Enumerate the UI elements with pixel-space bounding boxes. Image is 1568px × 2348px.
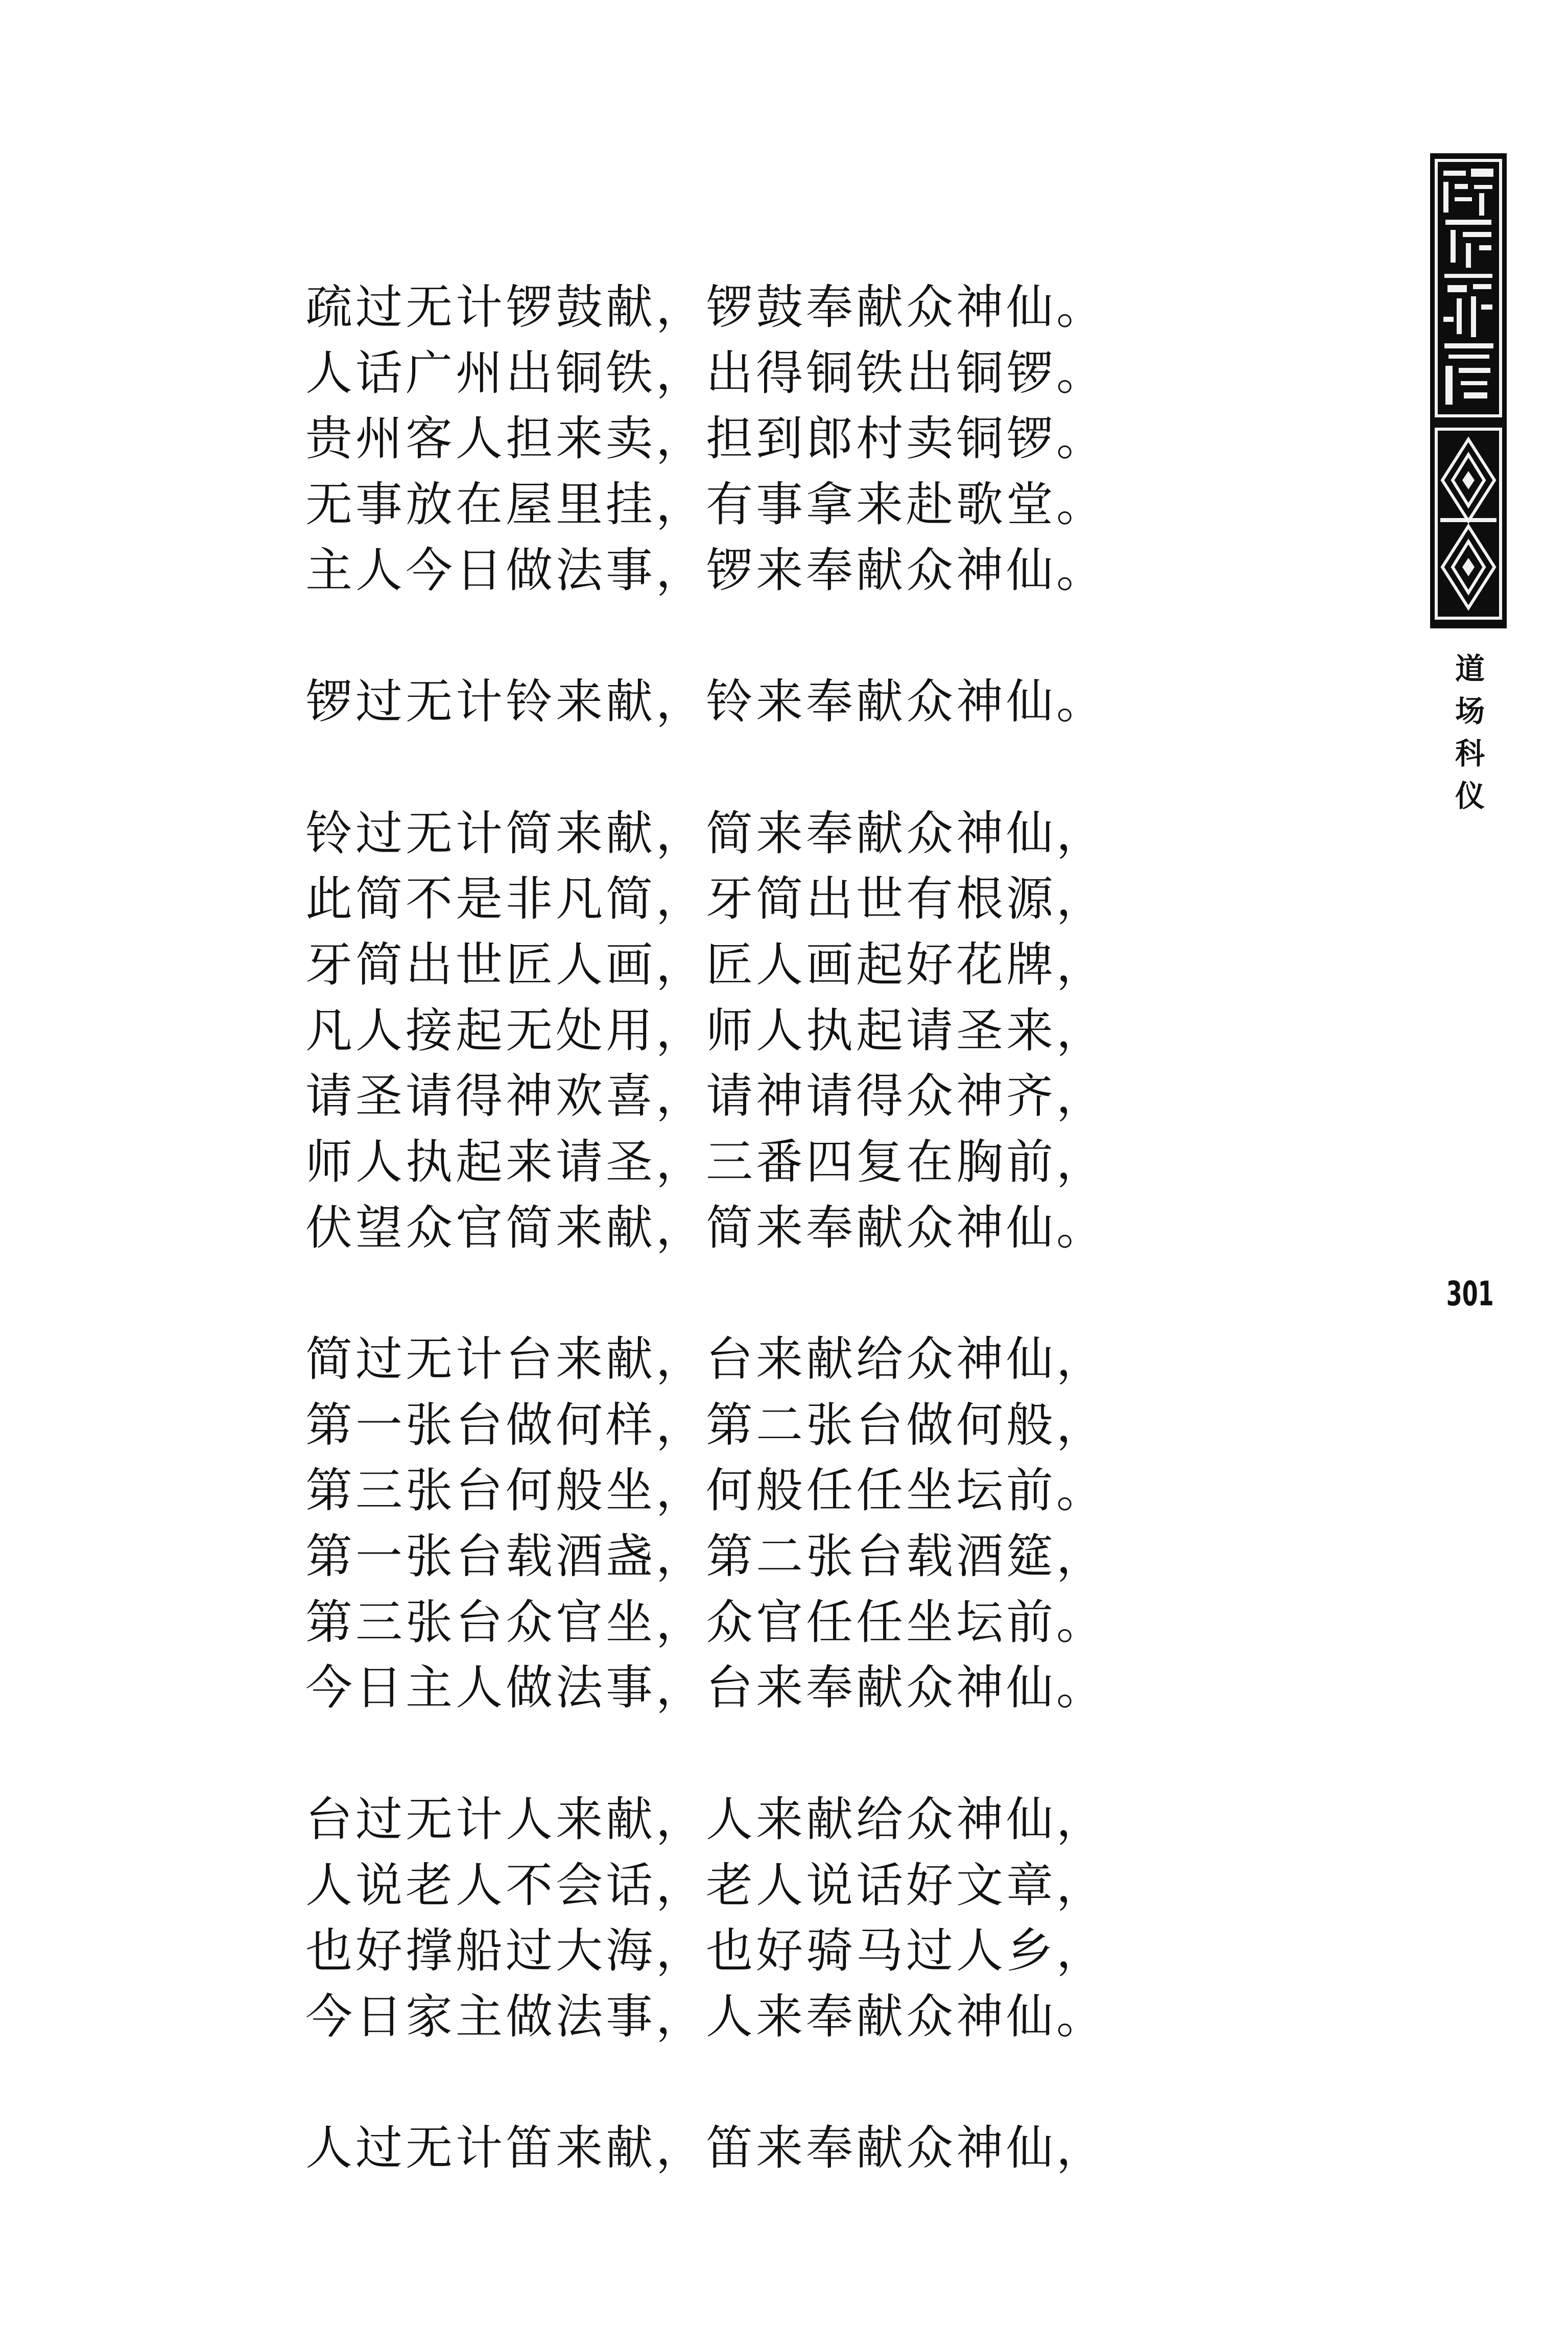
verse-line: 锣过无计铃来献，铃来奉献众神仙。 (305, 674, 1107, 730)
verse-line: 第三张台众官坐，众官任任坐坛前。 (305, 1594, 1107, 1650)
verse-line: 也好撑船过大海，也好骑马过人乡， (305, 1923, 1107, 1979)
ethnic-pattern-icon (1430, 153, 1507, 628)
verse-line: 人话广州出铜铁，出得铜铁出铜锣。 (305, 345, 1107, 401)
verse-line: 第三张台何般坐，何般任任坐坛前。 (305, 1463, 1107, 1518)
section-label (1447, 648, 1493, 817)
verse-line: 无事放在屋里挂，有事拿来赴歌堂。 (305, 477, 1107, 532)
verse-line: 疏过无计锣鼓献，锣鼓奉献众神仙。 (305, 280, 1107, 335)
stanza-gap (305, 603, 1184, 669)
verse-line: 此简不是非凡简，牙简出世有根源， (305, 872, 1107, 927)
verse-line: 人说老人不会话，老人说话好文章， (305, 1858, 1107, 1913)
page-number: 301 (1446, 1274, 1494, 1313)
stanza-2 (305, 669, 1184, 735)
verse-line: 今日主人做法事，台来奉献众神仙。 (305, 1660, 1107, 1716)
body-text (305, 275, 1184, 2181)
stanza-gap (305, 735, 1184, 801)
section-label-char: 科 (1455, 736, 1485, 771)
stanza-gap (305, 2050, 1184, 2116)
verse-line: 贵州客人担来卖，担到郎村卖铜锣。 (305, 411, 1107, 466)
verse-line: 简过无计台来献，台来献给众神仙， (305, 1332, 1107, 1387)
stanza-5 (305, 1787, 1184, 2050)
verse-line: 请圣请得神欢喜，请神请得众神齐， (305, 1069, 1107, 1124)
verse-line: 人过无计笛来献，笛来奉献众神仙， (305, 2121, 1107, 2176)
stanza-3 (305, 801, 1184, 1261)
verse-line: 牙简出世匠人画，匠人画起好花牌， (305, 937, 1107, 992)
stanza-gap (305, 1721, 1184, 1787)
verse-line: 第一张台做何样，第二张台做何般， (305, 1397, 1107, 1452)
stanza-gap (305, 1261, 1184, 1327)
verse-line: 今日家主做法事，人来奉献众神仙。 (305, 1989, 1107, 2044)
section-label-text (1447, 648, 1493, 817)
decorative-banner (1430, 153, 1507, 628)
verse-line: 凡人接起无处用，师人执起请圣来， (305, 1003, 1107, 1058)
verse-line: 第一张台载酒盏，第二张台载酒筵， (305, 1529, 1107, 1584)
verse-line: 伏望众官简来献，简来奉献众神仙。 (305, 1200, 1107, 1255)
section-label-char: 仪 (1455, 779, 1485, 813)
section-label-char: 道 (1455, 651, 1485, 686)
stanza-4 (305, 1327, 1184, 1721)
stanza-6 (305, 2116, 1184, 2181)
verse-line: 师人执起来请圣，三番四复在胸前， (305, 1134, 1107, 1189)
verse-line: 台过无计人来献，人来献给众神仙， (305, 1792, 1107, 1847)
section-label-char: 场 (1455, 694, 1485, 729)
stanza-1 (305, 275, 1184, 603)
verse-line: 主人今日做法事，锣来奉献众神仙。 (305, 543, 1107, 598)
verse-line: 铃过无计简来献，简来奉献众神仙， (305, 806, 1107, 861)
